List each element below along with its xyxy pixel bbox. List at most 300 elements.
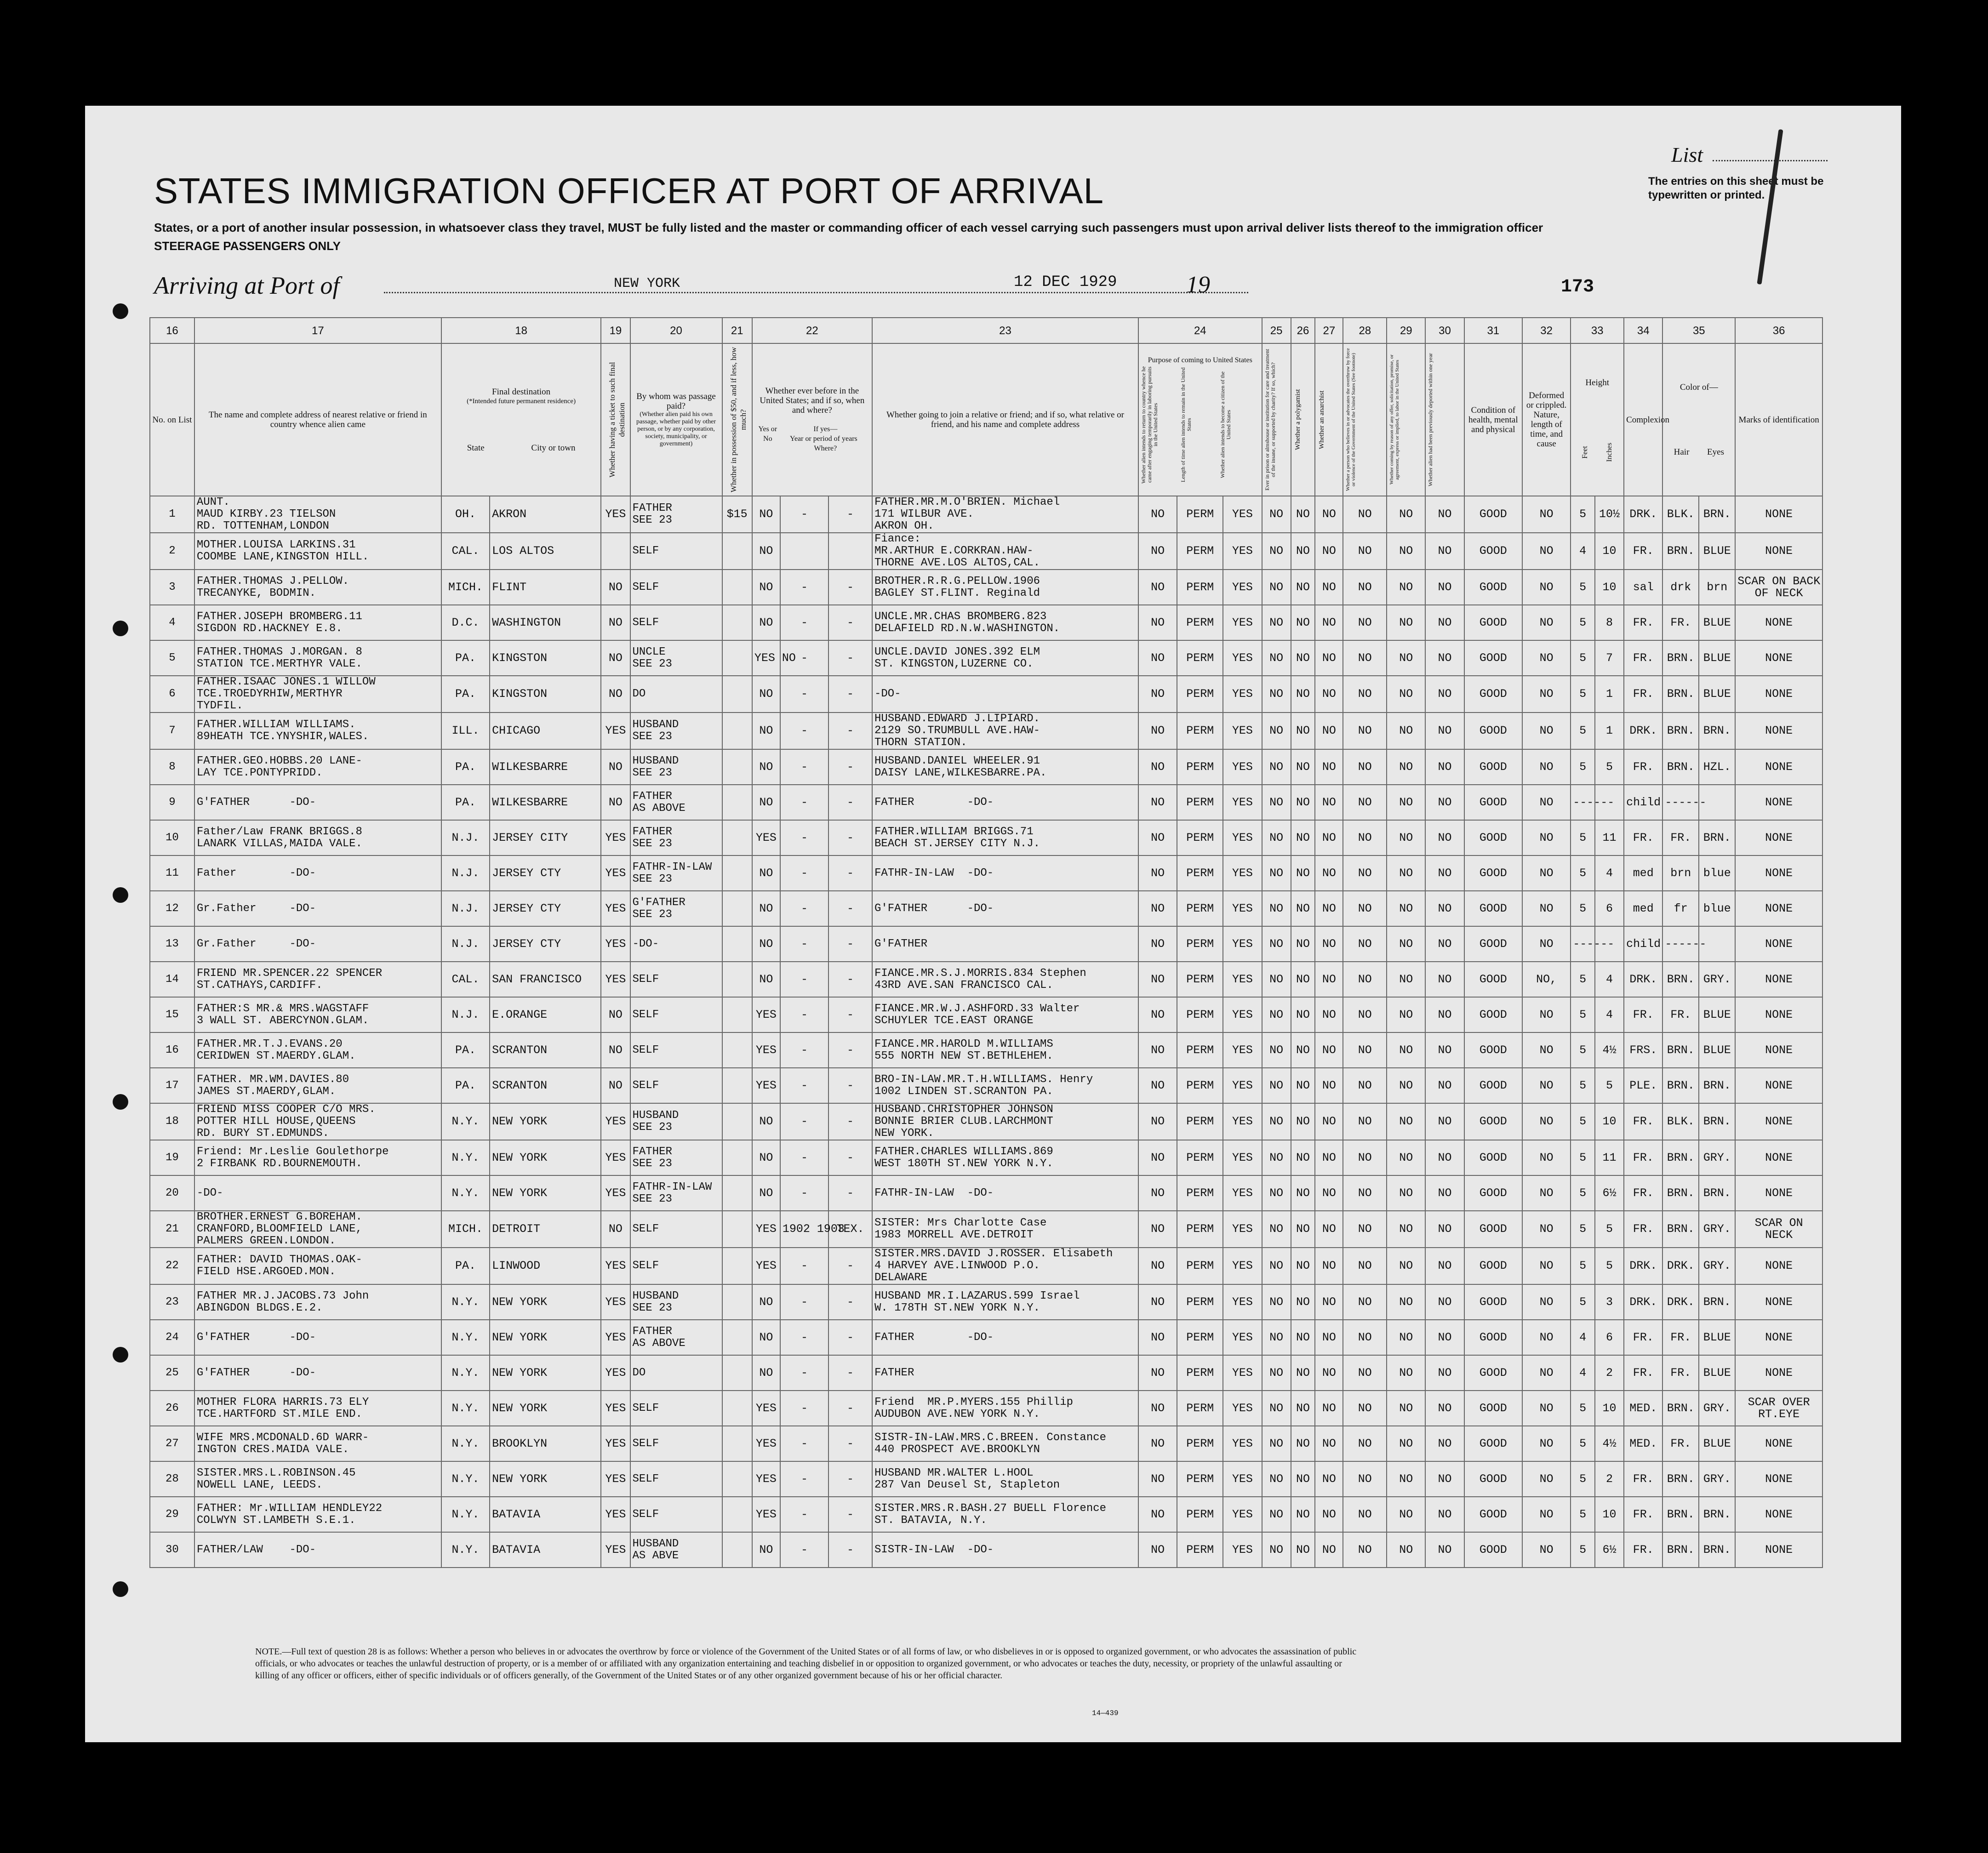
overthrow-cell: NO	[1343, 676, 1387, 713]
passage-paid-by-cell: SELF	[630, 997, 722, 1032]
overthrow-cell: NO	[1343, 891, 1387, 926]
destination-city-cell: KINGSTON	[490, 640, 601, 676]
polygamist-cell: NO	[1291, 605, 1315, 640]
deformed-cell: NO	[1522, 891, 1571, 926]
relative-address-cell: G'FATHER -DO-	[194, 1355, 441, 1391]
relative-address-cell: Father -DO-	[194, 855, 441, 891]
years-in-us-cell: -	[780, 1140, 828, 1175]
before-in-us-cell: YES	[752, 1032, 780, 1068]
header-deported-label: Whether alien had been previously deported within one year	[1427, 353, 1434, 486]
eye-color-cell: GRY.	[1699, 962, 1735, 997]
complexion-cell: FR.	[1624, 749, 1662, 785]
years-in-us-cell: -	[780, 997, 828, 1032]
header-anarchist-label: Whether an anarchist	[1318, 390, 1326, 449]
before-in-us-cell: YES	[752, 997, 780, 1032]
hair-color-cell: BRN.	[1662, 1175, 1699, 1211]
joining-relative-cell: SISTER: Mrs Charlotte Case 1983 MORRELL AVE.DETROIT	[872, 1211, 1138, 1248]
height-inches-cell: 10½	[1595, 496, 1624, 533]
deported-cell: NO	[1425, 1497, 1464, 1532]
length-of-stay-cell: PERM	[1177, 785, 1223, 820]
intends-return-cell: NO	[1138, 713, 1177, 749]
anarchist-cell: NO	[1315, 855, 1343, 891]
marks-cell: NONE	[1735, 605, 1822, 640]
has-ticket-cell: YES	[601, 1175, 630, 1211]
intends-return-cell: NO	[1138, 926, 1177, 962]
labor-offer-cell: NO	[1387, 855, 1425, 891]
deformed-cell: NO	[1522, 496, 1571, 533]
polygamist-cell: NO	[1291, 820, 1315, 855]
complexion-cell: DRK.	[1624, 1248, 1662, 1284]
health-cell: GOOD	[1464, 926, 1522, 962]
anarchist-cell: NO	[1315, 496, 1343, 533]
height-feet-cell: 5	[1571, 1068, 1595, 1103]
header-color-of	[1662, 343, 1735, 496]
overthrow-cell: NO	[1343, 496, 1387, 533]
health-cell: GOOD	[1464, 1140, 1522, 1175]
health-cell: GOOD	[1464, 855, 1522, 891]
money-cell	[722, 997, 752, 1032]
colnum: 30	[1425, 318, 1464, 343]
destination-city-cell: WASHINGTON	[490, 605, 601, 640]
destination-state-cell: N.J.	[441, 891, 490, 926]
deported-cell: NO	[1425, 749, 1464, 785]
years-in-us-cell: -	[780, 676, 828, 713]
port-line	[384, 292, 1248, 293]
deported-cell: NO	[1425, 926, 1464, 962]
overthrow-cell: NO	[1343, 855, 1387, 891]
intends-citizen-cell: YES	[1223, 1355, 1262, 1391]
row-number-cell: 14	[150, 962, 194, 997]
years-in-us-cell: -	[780, 891, 828, 926]
passage-paid-by-cell: HUSBAND SEE 23	[630, 713, 722, 749]
length-of-stay-cell: PERM	[1177, 533, 1223, 570]
before-in-us-cell: NO	[752, 1284, 780, 1320]
has-ticket-cell: YES	[601, 1355, 630, 1391]
polygamist-cell: NO	[1291, 1103, 1315, 1140]
column-number-row	[150, 318, 1822, 343]
eye-color-cell: BLUE	[1699, 533, 1735, 570]
relative-address-cell: FATHER.WILLIAM WILLIAMS. 89HEATH TCE.YNYSHIR,WALES.	[194, 713, 441, 749]
marks-cell: NONE	[1735, 1175, 1822, 1211]
anarchist-cell: NO	[1315, 1140, 1343, 1175]
intends-citizen-cell: YES	[1223, 1426, 1262, 1461]
polygamist-cell: NO	[1291, 1068, 1315, 1103]
destination-city-cell: DETROIT	[490, 1211, 601, 1248]
deported-cell: NO	[1425, 1248, 1464, 1284]
colnum: 31	[1464, 318, 1522, 343]
money-cell	[722, 1320, 752, 1355]
marks-cell: NONE	[1735, 820, 1822, 855]
before-in-us-cell: NO	[752, 1532, 780, 1568]
relative-address-cell: Father/Law FRANK BRIGGS.8 LANARK VILLAS,MAIDA VALE.	[194, 820, 441, 855]
length-of-stay-cell: PERM	[1177, 1140, 1223, 1175]
deported-cell: NO	[1425, 1140, 1464, 1175]
deformed-cell: NO	[1522, 997, 1571, 1032]
length-of-stay-cell: PERM	[1177, 1068, 1223, 1103]
passage-paid-by-cell: FATHER SEE 23	[630, 496, 722, 533]
labor-offer-cell: NO	[1387, 1320, 1425, 1355]
destination-state-cell: N.Y.	[441, 1461, 490, 1497]
overthrow-cell: NO	[1343, 570, 1387, 605]
complexion-cell: FR.	[1624, 1320, 1662, 1355]
header-health: Condition of health, mental and physical	[1464, 343, 1522, 496]
height-feet-cell: 5	[1571, 1497, 1595, 1532]
destination-state-cell: CAL.	[441, 962, 490, 997]
prison-cell: NO	[1262, 605, 1291, 640]
polygamist-cell: NO	[1291, 962, 1315, 997]
deported-cell: NO	[1425, 1426, 1464, 1461]
anarchist-cell: NO	[1315, 713, 1343, 749]
has-ticket-cell: YES	[601, 1461, 630, 1497]
binder-hole	[113, 621, 128, 636]
before-in-us-cell: NO	[752, 676, 780, 713]
years-in-us-cell: -	[780, 1320, 828, 1355]
row-number-cell: 25	[150, 1355, 194, 1391]
length-of-stay-cell: PERM	[1177, 891, 1223, 926]
has-ticket-cell: YES	[601, 1391, 630, 1426]
before-in-us-cell: NO	[752, 1103, 780, 1140]
hair-color-cell: BRN.	[1662, 1461, 1699, 1497]
table-row	[150, 1497, 1822, 1532]
height-feet-cell: 4	[1571, 1355, 1595, 1391]
where-in-us-cell: -	[828, 855, 872, 891]
before-in-us-cell: NO	[752, 496, 780, 533]
height-feet-cell: 5	[1571, 1032, 1595, 1068]
intends-return-cell: NO	[1138, 533, 1177, 570]
money-cell	[722, 962, 752, 997]
height-feet-cell: 5	[1571, 676, 1595, 713]
height-inches-cell: 10	[1595, 1391, 1624, 1426]
joining-relative-cell: SISTER.MRS.DAVID J.ROSSER. Elisabeth 4 HARVEY AVE.LINWOOD P.O. DELAWARE	[872, 1248, 1138, 1284]
intends-return-cell: NO	[1138, 962, 1177, 997]
destination-state-cell: PA.	[441, 749, 490, 785]
destination-city-cell: BROOKLYN	[490, 1426, 601, 1461]
years-in-us-cell: -	[780, 640, 828, 676]
labor-offer-cell: NO	[1387, 785, 1425, 820]
relative-address-cell: Friend: Mr.Leslie Goulethorpe 2 FIRBANK RD.BOURNEMOUTH.	[194, 1140, 441, 1175]
has-ticket-cell: NO	[601, 676, 630, 713]
money-cell	[722, 1248, 752, 1284]
height-inches-cell: 4	[1595, 962, 1624, 997]
header-final-destination-note: (*Intended future permanent residence)	[467, 397, 576, 405]
polygamist-cell: NO	[1291, 1140, 1315, 1175]
anarchist-cell: NO	[1315, 533, 1343, 570]
table-row	[150, 962, 1822, 997]
complexion-cell: FR.	[1624, 1497, 1662, 1532]
height-feet-cell: 5	[1571, 1103, 1595, 1140]
marks-cell: SCAR ON BACK OF NECK	[1735, 570, 1822, 605]
height-feet-cell: 5	[1571, 1211, 1595, 1248]
page-title: STATES IMMIGRATION OFFICER AT PORT OF ARRIVAL	[154, 171, 1104, 211]
anarchist-cell: NO	[1315, 1175, 1343, 1211]
height-inches-cell: 11	[1595, 820, 1624, 855]
relative-address-cell: Gr.Father -DO-	[194, 891, 441, 926]
labor-offer-cell: NO	[1387, 533, 1425, 570]
header-height-label: Height	[1585, 377, 1610, 388]
destination-state-cell: N.Y.	[441, 1426, 490, 1461]
where-in-us-cell: TEX.	[828, 1211, 872, 1248]
height-inches-cell: 3	[1595, 1284, 1624, 1320]
money-cell	[722, 640, 752, 676]
eye-color-cell: BLUE	[1699, 1426, 1735, 1461]
labor-offer-cell: NO	[1387, 1175, 1425, 1211]
deformed-cell: NO	[1522, 749, 1571, 785]
header-feet: Feet	[1581, 445, 1589, 459]
intends-return-cell: NO	[1138, 1103, 1177, 1140]
joining-relative-cell: FIANCE.MR.W.J.ASHFORD.33 Walter SCHUYLER TCE.EAST ORANGE	[872, 997, 1138, 1032]
marks-cell: NONE	[1735, 533, 1822, 570]
hair-color-cell: BRN.	[1662, 533, 1699, 570]
header-marks: Marks of identification	[1735, 343, 1822, 496]
height-inches-cell: 6½	[1595, 1175, 1624, 1211]
before-in-us-cell: NO	[752, 1320, 780, 1355]
where-in-us-cell: -	[828, 1391, 872, 1426]
table-row	[150, 676, 1822, 713]
deported-cell: NO	[1425, 997, 1464, 1032]
polygamist-cell: NO	[1291, 1391, 1315, 1426]
years-in-us-cell: -	[780, 1391, 828, 1426]
header-passage-paid-label: By whom was passage paid?	[636, 392, 716, 411]
prison-cell: NO	[1262, 1426, 1291, 1461]
labor-offer-cell: NO	[1387, 570, 1425, 605]
table-row	[150, 533, 1822, 570]
marks-cell: NONE	[1735, 926, 1822, 962]
before-in-us-cell: NO	[752, 1140, 780, 1175]
eye-color-cell: BRN.	[1699, 1103, 1735, 1140]
height-feet-cell: 5	[1571, 891, 1595, 926]
table-row	[150, 785, 1822, 820]
relative-address-cell: FATHER: Mr.WILLIAM HENDLEY22 COLWYN ST.LAMBETH S.E.1.	[194, 1497, 441, 1532]
row-number-cell: 22	[150, 1248, 194, 1284]
deformed-cell: NO	[1522, 1068, 1571, 1103]
overthrow-cell: NO	[1343, 962, 1387, 997]
marks-cell: NONE	[1735, 962, 1822, 997]
colnum: 36	[1735, 318, 1822, 343]
colnum: 24	[1138, 318, 1262, 343]
marks-cell: NONE	[1735, 1320, 1822, 1355]
relative-address-cell: MOTHER.LOUISA LARKINS.31 COOMBE LANE,KINGSTON HILL.	[194, 533, 441, 570]
anarchist-cell: NO	[1315, 1248, 1343, 1284]
destination-state-cell: N.J.	[441, 926, 490, 962]
relative-address-cell: -DO-	[194, 1175, 441, 1211]
intends-citizen-cell: YES	[1223, 926, 1262, 962]
overthrow-cell: NO	[1343, 1320, 1387, 1355]
intends-return-cell: NO	[1138, 1355, 1177, 1391]
header-purpose	[1138, 343, 1262, 496]
eye-color-cell: BLUE	[1699, 1320, 1735, 1355]
row-number-cell: 19	[150, 1140, 194, 1175]
hair-color-cell: BRN.	[1662, 640, 1699, 676]
anarchist-cell: NO	[1315, 926, 1343, 962]
passage-paid-by-cell: FATHER SEE 23	[630, 1140, 722, 1175]
joining-relative-cell: Fiance: MR.ARTHUR E.CORKRAN.HAW- THORNE AVE.LOS ALTOS,CAL.	[872, 533, 1138, 570]
relative-address-cell: FATHER.THOMAS J.MORGAN. 8 STATION TCE.MERTHYR VALE.	[194, 640, 441, 676]
length-of-stay-cell: PERM	[1177, 1426, 1223, 1461]
header-final-destination-label: Final destination	[492, 387, 551, 397]
where-in-us-cell: -	[828, 676, 872, 713]
marks-cell: NONE	[1735, 496, 1822, 533]
length-of-stay-cell: PERM	[1177, 962, 1223, 997]
hair-color-cell: BRN.	[1662, 962, 1699, 997]
prison-cell: NO	[1262, 926, 1291, 962]
relative-address-cell: WIFE MRS.MCDONALD.6D WARR- INGTON CRES.MAIDA VALE.	[194, 1426, 441, 1461]
has-ticket-cell: YES	[601, 855, 630, 891]
destination-city-cell: NEW YORK	[490, 1175, 601, 1211]
table-row	[150, 1284, 1822, 1320]
before-in-us-cell: NO	[752, 1355, 780, 1391]
row-number-cell: 27	[150, 1426, 194, 1461]
joining-relative-cell: SISTER.MRS.R.BASH.27 BUELL Florence ST. BATAVIA, N.Y.	[872, 1497, 1138, 1532]
intends-citizen-cell: YES	[1223, 1532, 1262, 1568]
table-row	[150, 605, 1822, 640]
destination-city-cell: AKRON	[490, 496, 601, 533]
relative-address-cell: FATHER.GEO.HOBBS.20 LANE- LAY TCE.PONTYPRIDD.	[194, 749, 441, 785]
years-in-us-cell: -	[780, 749, 828, 785]
health-cell: GOOD	[1464, 1497, 1522, 1532]
health-cell: GOOD	[1464, 1248, 1522, 1284]
height-feet-cell: 4	[1571, 533, 1595, 570]
health-cell: GOOD	[1464, 1032, 1522, 1068]
header-years: Year or period of years	[789, 435, 857, 443]
relative-address-cell: FRIEND MR.SPENCER.22 SPENCER ST.CATHAYS,CARDIFF.	[194, 962, 441, 997]
length-of-stay-cell: PERM	[1177, 749, 1223, 785]
health-cell: GOOD	[1464, 1320, 1522, 1355]
marks-cell: NONE	[1735, 1355, 1822, 1391]
hair-color-cell: BRN.	[1662, 1497, 1699, 1532]
height-inches-cell: 1	[1595, 713, 1624, 749]
manifest-table-wrap	[149, 317, 1823, 1568]
row-number-cell: 21	[150, 1211, 194, 1248]
deported-cell: NO	[1425, 1320, 1464, 1355]
polygamist-cell: NO	[1291, 496, 1315, 533]
health-cell: GOOD	[1464, 676, 1522, 713]
polygamist-cell: NO	[1291, 891, 1315, 926]
row-number-cell: 16	[150, 1032, 194, 1068]
before-in-us-cell: YES NO	[752, 640, 780, 676]
eye-color-cell: blue	[1699, 855, 1735, 891]
header-final-destination	[441, 343, 601, 496]
labor-offer-cell: NO	[1387, 820, 1425, 855]
hair-color-cell: FR.	[1662, 820, 1699, 855]
anarchist-cell: NO	[1315, 1211, 1343, 1248]
deported-cell: NO	[1425, 820, 1464, 855]
passage-paid-by-cell: HUSBAND AS ABVE	[630, 1532, 722, 1568]
marks-cell: NONE	[1735, 1497, 1822, 1532]
deported-cell: NO	[1425, 891, 1464, 926]
where-in-us-cell: -	[828, 640, 872, 676]
height-feet-cell: 5	[1571, 1426, 1595, 1461]
hair-color-cell: BRN.	[1662, 1032, 1699, 1068]
height-inches-cell: 10	[1595, 533, 1624, 570]
header-no-on-list: No. on List	[150, 343, 194, 496]
before-in-us-cell: YES	[752, 1426, 780, 1461]
column-label-row	[150, 343, 1822, 496]
intends-citizen-cell: YES	[1223, 891, 1262, 926]
passage-paid-by-cell: SELF	[630, 1248, 722, 1284]
prison-cell: NO	[1262, 496, 1291, 533]
anarchist-cell: NO	[1315, 1320, 1343, 1355]
deformed-cell: NO	[1522, 713, 1571, 749]
has-ticket-cell: YES	[601, 1497, 630, 1532]
height-inches-cell: 10	[1595, 1497, 1624, 1532]
marks-cell: NONE	[1735, 997, 1822, 1032]
table-row	[150, 640, 1822, 676]
anarchist-cell: NO	[1315, 676, 1343, 713]
labor-offer-cell: NO	[1387, 1355, 1425, 1391]
destination-city-cell: SCRANTON	[490, 1068, 601, 1103]
before-in-us-cell: NO	[752, 1175, 780, 1211]
table-row	[150, 713, 1822, 749]
complexion-cell: FR.	[1624, 533, 1662, 570]
table-row	[150, 926, 1822, 962]
marks-cell: SCAR OVER RT.EYE	[1735, 1391, 1822, 1426]
destination-state-cell: N.J.	[441, 997, 490, 1032]
height-feet-cell: 5	[1571, 1461, 1595, 1497]
intends-citizen-cell: YES	[1223, 1032, 1262, 1068]
header-polygamist-label: Whether a polygamist	[1294, 389, 1302, 450]
prison-cell: NO	[1262, 570, 1291, 605]
before-in-us-cell: YES	[752, 1461, 780, 1497]
health-cell: GOOD	[1464, 713, 1522, 749]
eye-color-cell: BRN.	[1699, 820, 1735, 855]
passage-paid-by-cell: SELF	[630, 570, 722, 605]
colnum: 26	[1291, 318, 1315, 343]
colnum: 17	[194, 318, 441, 343]
labor-offer-cell: NO	[1387, 997, 1425, 1032]
intends-return-cell: NO	[1138, 1532, 1177, 1568]
destination-state-cell: PA.	[441, 1032, 490, 1068]
marks-cell: NONE	[1735, 713, 1822, 749]
joining-relative-cell: G'FATHER -DO-	[872, 891, 1138, 926]
eye-color-cell: BLUE	[1699, 676, 1735, 713]
deported-cell: NO	[1425, 1175, 1464, 1211]
labor-offer-cell: NO	[1387, 749, 1425, 785]
height-inches-cell: 4	[1595, 997, 1624, 1032]
passage-paid-by-cell: SELF	[630, 1497, 722, 1532]
money-cell: $15	[722, 496, 752, 533]
destination-city-cell: JERSEY CTY	[490, 855, 601, 891]
prison-cell: NO	[1262, 962, 1291, 997]
row-number-cell: 3	[150, 570, 194, 605]
overthrow-cell: NO	[1343, 1248, 1387, 1284]
complexion-cell: DRK.	[1624, 962, 1662, 997]
before-in-us-cell: NO	[752, 533, 780, 570]
has-ticket-cell: YES	[601, 1426, 630, 1461]
height-feet-cell: 5	[1571, 496, 1595, 533]
years-in-us-cell: -	[780, 1532, 828, 1568]
marks-cell: NONE	[1735, 676, 1822, 713]
where-in-us-cell: -	[828, 1175, 872, 1211]
length-of-stay-cell: PERM	[1177, 1461, 1223, 1497]
joining-relative-cell: FATHER.WILLIAM BRIGGS.71 BEACH ST.JERSEY CITY N.J.	[872, 820, 1138, 855]
intends-return-cell: NO	[1138, 855, 1177, 891]
deported-cell: NO	[1425, 1211, 1464, 1248]
intends-return-cell: NO	[1138, 496, 1177, 533]
manifest-table	[149, 317, 1823, 1568]
health-cell: GOOD	[1464, 640, 1522, 676]
money-cell	[722, 713, 752, 749]
anarchist-cell: NO	[1315, 1068, 1343, 1103]
labor-offer-cell: NO	[1387, 496, 1425, 533]
joining-relative-cell: HUSBAND.EDWARD J.LIPIARD. 2129 SO.TRUMBULL AVE.HAW- THORN STATION.	[872, 713, 1138, 749]
eye-color-cell: BLUE	[1699, 1355, 1735, 1391]
eye-color-cell: BRN.	[1699, 1284, 1735, 1320]
binder-hole	[113, 303, 128, 319]
where-in-us-cell: -	[828, 820, 872, 855]
passage-paid-by-cell: SELF	[630, 1426, 722, 1461]
polygamist-cell: NO	[1291, 855, 1315, 891]
hair-color-cell: BRN.	[1662, 749, 1699, 785]
